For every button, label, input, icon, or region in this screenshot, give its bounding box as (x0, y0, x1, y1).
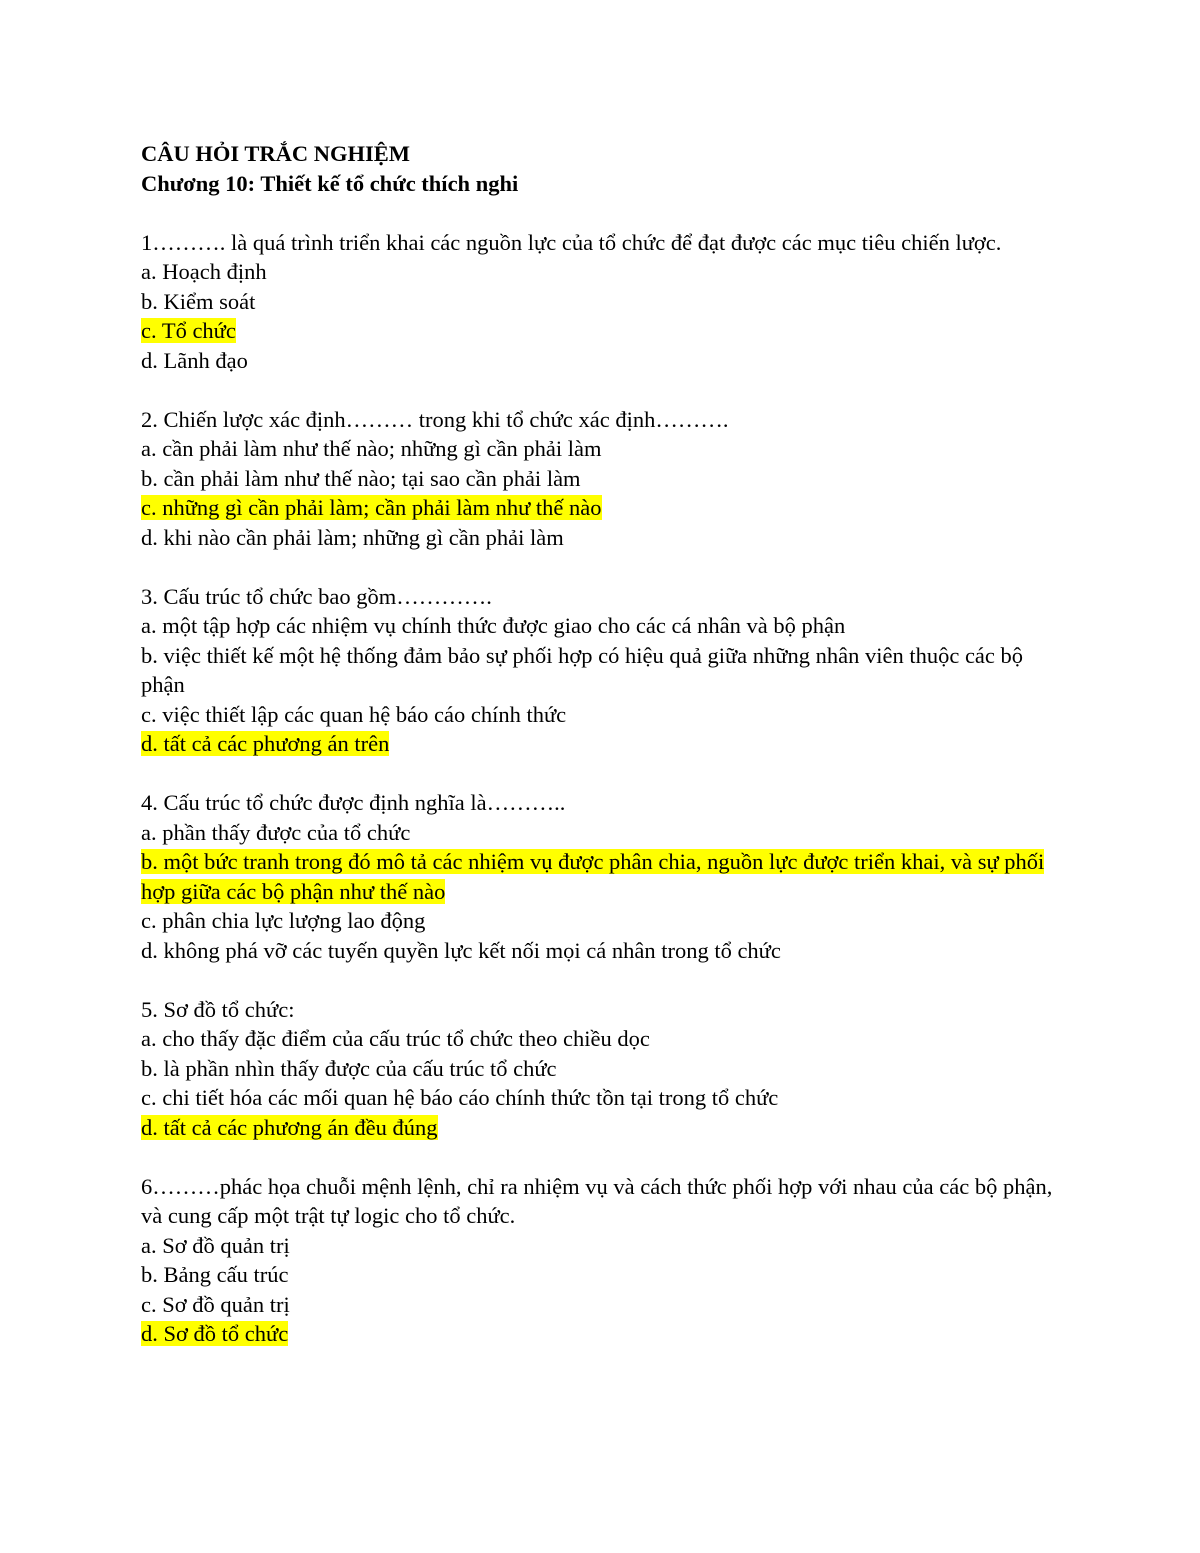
option-b (141, 287, 1071, 317)
question-6 (141, 1172, 1071, 1349)
question-stem: 1………. là quá trình triển khai các nguồn lực của tổ chức để đạt được các mục tiêu chiến lược. (141, 229, 1002, 255)
question-stem: 6………phác họa chuỗi mệnh lệnh, chỉ ra nhiệm vụ và cách thức phối hợp với nhau của các bộ phận, và cung cấp một trật tự logic cho tổ chức. (141, 1173, 1053, 1228)
highlighted-answer: d. tất cả các phương án trên (141, 731, 390, 756)
highlighted-answer: c. Tổ chức (141, 318, 236, 343)
highlighted-answer: d. Sơ đồ tổ chức (141, 1321, 289, 1346)
question-stem: 2. Chiến lược xác định……… trong khi tổ chức xác định………. (141, 406, 729, 432)
option-text: d. Lãnh đạo (141, 347, 248, 373)
option-c-correct (141, 493, 1071, 523)
option-text: a. cho thấy đặc điểm của cấu trúc tổ chức theo chiều dọc (141, 1026, 650, 1051)
option-text: d. không phá vỡ các tuyến quyền lực kết nối mọi cá nhân trong tổ chức (141, 937, 781, 963)
question-1 (141, 228, 1071, 376)
option-a (141, 611, 1071, 641)
question-4 (141, 788, 1071, 965)
option-a (141, 818, 1071, 848)
option-text: c. việc thiết lập các quan hệ báo cáo chính thức (141, 701, 567, 727)
question-stem: 5. Sơ đồ tổ chức: (141, 996, 295, 1022)
option-d (141, 936, 1071, 966)
option-text: a. Sơ đồ quản trị (141, 1232, 290, 1258)
option-d (141, 346, 1071, 376)
option-text: a. Hoạch định (141, 259, 267, 284)
option-c (141, 700, 1071, 730)
option-c (141, 1083, 1071, 1113)
option-text: c. Sơ đồ quản trị (141, 1291, 290, 1317)
option-b (141, 641, 1071, 700)
highlighted-answer: d. tất cả các phương án đều đúng (141, 1114, 438, 1140)
option-text: c. phân chia lực lượng lao động (141, 908, 426, 933)
option-b (141, 464, 1071, 494)
option-d (141, 523, 1071, 553)
option-c (141, 1290, 1071, 1320)
option-text: a. phần thấy được của tổ chức (141, 819, 411, 845)
option-b (141, 1260, 1071, 1290)
option-b (141, 1054, 1071, 1084)
option-a (141, 1231, 1071, 1261)
option-c-correct (141, 316, 1071, 346)
question-5 (141, 995, 1071, 1143)
document-page (141, 139, 1071, 1349)
option-text: b. việc thiết kế một hệ thống đảm bảo sự phối hợp có hiệu quả giữa những nhân viên thuộc các bộ phận (141, 642, 1024, 697)
option-text: b. Kiểm soát (141, 288, 256, 314)
option-c (141, 906, 1071, 936)
option-text: b. cần phải làm như thế nào; tại sao cần phải làm (141, 465, 581, 491)
question-3 (141, 582, 1071, 759)
option-text: b. là phần nhìn thấy được của cấu trúc tổ chức (141, 1055, 557, 1081)
question-2 (141, 405, 1071, 553)
option-text: d. khi nào cần phải làm; những gì cần phải làm (141, 524, 564, 550)
option-text: b. Bảng cấu trúc (141, 1262, 289, 1287)
highlighted-answer: c. những gì cần phải làm; cần phải làm như thế nào (141, 495, 602, 520)
document-title: CÂU HỎI TRẮC NGHIỆM (141, 141, 410, 166)
option-d-correct (141, 1113, 1071, 1143)
highlighted-answer: b. một bức tranh trong đó mô tả các nhiệm vụ được phân chia, nguồn lực được triển khai, và sự phối hợp giữa các bộ phận như thế nào (141, 849, 1045, 904)
document-subtitle: Chương 10: Thiết kế tổ chức thích nghi (141, 170, 519, 196)
option-d-correct (141, 1319, 1071, 1349)
option-a (141, 434, 1071, 464)
question-stem: 4. Cấu trúc tổ chức được định nghĩa là……….. (141, 790, 566, 815)
option-b-correct (141, 847, 1071, 906)
option-d-correct (141, 729, 1071, 759)
option-a (141, 1024, 1071, 1054)
option-a (141, 257, 1071, 287)
option-text: a. cần phải làm như thế nào; những gì cần phải làm (141, 436, 602, 461)
option-text: c. chi tiết hóa các mối quan hệ báo cáo chính thức tồn tại trong tổ chức (141, 1085, 779, 1110)
question-stem: 3. Cấu trúc tổ chức bao gồm…………. (141, 583, 492, 609)
option-text: a. một tập hợp các nhiệm vụ chính thức được giao cho các cá nhân và bộ phận (141, 613, 846, 638)
